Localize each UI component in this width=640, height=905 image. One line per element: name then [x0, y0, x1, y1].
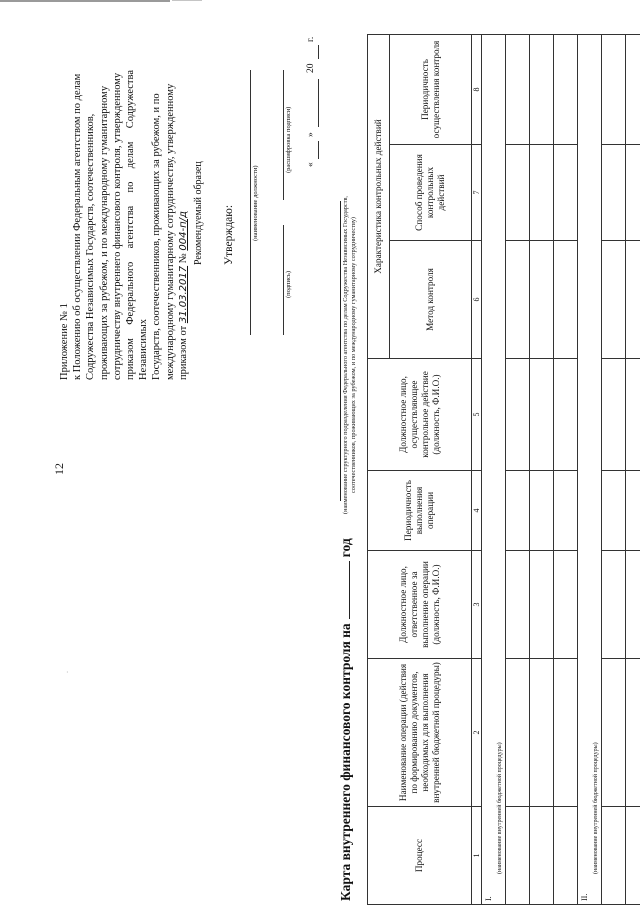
decode-caption: (расшифровка подписи): [285, 106, 292, 173]
column-number: 8: [472, 35, 482, 145]
header-control-period: Периодичность осуществления контроля: [390, 35, 472, 145]
header-operation: Наименование операции (действия по формированию документов, необходимых для выполнения внутренней бюджетной процедуры): [368, 659, 472, 807]
header-process: Процесс: [368, 807, 472, 905]
appendix-line: к Положению об осуществлении Федеральным агентством по делам: [72, 73, 84, 380]
year-blank: [349, 561, 350, 619]
order-date-handwritten: 31.03.2017: [177, 265, 189, 324]
date-close-quote: »: [306, 132, 316, 137]
column-number: 3: [472, 551, 482, 659]
column-number: 7: [472, 145, 482, 241]
header-responsible: Должностное лицо, ответственное за выполнение операции (должность, Ф.И.О.): [368, 551, 472, 659]
section-label-2: II.: [578, 35, 592, 905]
header-characteristics: Характеристика контрольных действий: [368, 35, 390, 359]
table-row: [626, 35, 640, 905]
header-periodicity: Периодичность выполнения операции: [368, 471, 472, 551]
column-number: 4: [472, 471, 482, 551]
position-caption: (наименование должности): [252, 165, 259, 241]
order-number-label: №: [177, 253, 189, 264]
order-number-handwritten: 004-п/д: [177, 211, 189, 251]
day-line: [318, 141, 319, 159]
appendix-line: международному гуманитарному сотрудничеству, утвержденному: [164, 83, 176, 380]
department-line: [340, 201, 341, 501]
column-number: 6: [472, 241, 482, 359]
department-caption-line2: соотечественников, проживающих за рубежом, и по международному гуманитарному сотрудничеству): [349, 217, 357, 493]
table-row: [530, 35, 554, 905]
table-row: [602, 35, 626, 905]
table-row: [506, 35, 530, 905]
department-caption-line1: (наименование структурного подразделения Федерального агентства по делам Содружества Независимых Государств,: [342, 196, 349, 514]
appendix-order-line: [177, 70, 190, 380]
appendix-block: [58, 70, 190, 380]
order-prefix: приказом от: [177, 325, 189, 380]
form-title: [338, 538, 354, 901]
control-card-table: [367, 34, 640, 905]
approve-heading: Утверждаю:: [223, 204, 235, 265]
appendix-line: сотрудничеству внутреннего финансового контроля, утвержденному: [111, 72, 123, 380]
column-number: 5: [472, 359, 482, 471]
appendix-line: приказом Федерального агентства по делам Содружества Независимых: [125, 70, 150, 380]
year-suffix: г.: [306, 36, 316, 42]
section-caption-2: (наименование внутренней бюджетной процедуры): [591, 35, 602, 905]
year-prefix: 20: [306, 63, 316, 73]
header-way: Способ проведения контрольных действий: [390, 145, 472, 241]
department-caption: [342, 185, 357, 525]
appendix-line: Содружества Независимых Государств, соотечественников,: [85, 113, 97, 380]
recommended-sample-label: Рекомендуемый образец: [193, 161, 204, 265]
signature-caption: (подпись): [285, 271, 292, 298]
section-caption-1: (наименование внутренней бюджетной процедуры): [495, 35, 506, 905]
year-line: [318, 45, 319, 59]
section-label-1: I.: [482, 35, 496, 905]
position-line: [250, 70, 251, 335]
appendix-line: Приложение № 1: [59, 303, 70, 380]
column-number: 2: [472, 659, 482, 807]
appendix-line: Государств, соотечественников, проживающих за рубежом, и по: [151, 93, 163, 380]
form-title-prefix: Карта внутреннего финансового контроля на: [338, 623, 353, 901]
form-title-suffix: год: [338, 538, 353, 558]
table-row: [554, 35, 578, 905]
header-method: Метод контроля: [390, 241, 472, 359]
decode-line: [283, 70, 284, 200]
signature-line: [283, 225, 284, 335]
appendix-line: проживающих за рубежом, и по международному гуманитарному: [98, 85, 110, 380]
column-number: 1: [472, 807, 482, 905]
header-controller: Должностное лицо, осуществляющее контрольное действие (должность, Ф.И.О.): [368, 359, 472, 471]
scan-speck: ·: [66, 668, 69, 677]
page-number: 12: [52, 463, 66, 475]
month-line: [318, 79, 319, 127]
date-open-quote: «: [306, 162, 316, 167]
